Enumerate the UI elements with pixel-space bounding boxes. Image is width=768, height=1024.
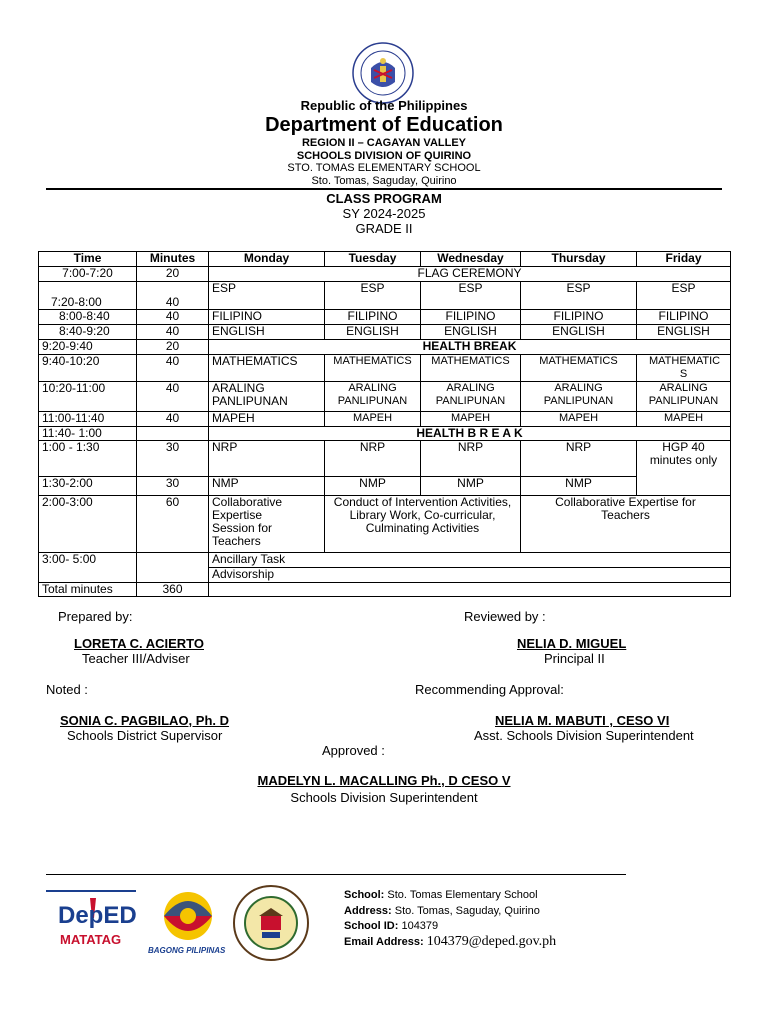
subject-cell: NMP [521, 477, 637, 496]
email-label: Email Address: [344, 936, 424, 948]
subject-cell: ARALING PANLIPUNAN [521, 382, 637, 412]
time-cell: 3:00- 5:00 [39, 553, 137, 583]
subject-cell: FILIPINO [209, 310, 325, 325]
subject-cell: NMP [209, 477, 325, 496]
school-label: School: [344, 889, 385, 901]
approved-name: MADELYN L. MACALLING Ph., D CESO V [257, 773, 511, 788]
table-row [39, 553, 731, 568]
email-link[interactable]: 104379@deped.gov.ph [426, 934, 557, 949]
school-value: Sto. Tomas Elementary School [387, 889, 538, 901]
subject-cell: MAPEH [521, 412, 637, 427]
table-row [39, 427, 731, 441]
subject-cell: ESP [521, 282, 637, 310]
school-id-value: 104379 [401, 920, 439, 932]
matatag-text: MATATAG [60, 932, 122, 947]
republic-heading: Republic of the Philippines [300, 98, 468, 113]
approved-label: Approved : [322, 743, 385, 758]
subject-cell: MAPEH [209, 412, 325, 427]
noted-label: Noted : [46, 682, 88, 697]
advisorship-cell: Advisorship [209, 568, 731, 583]
subject-cell: NRP [421, 441, 521, 477]
subject-cell: ENGLISH [421, 325, 521, 340]
deped-matatag-logo [46, 888, 138, 954]
deped-text: DepED [58, 902, 137, 929]
reviewed-name: NELIA D. MIGUEL [517, 636, 627, 651]
recommending-title: Asst. Schools Division Superintendent [474, 728, 694, 743]
subject-cell: MATHEMATIC S [637, 355, 731, 382]
time-cell: 7:20-8:00 [39, 282, 137, 310]
subject-cell: ARALING PANLIPUNAN [325, 382, 421, 412]
subject-cell: ARALING PANLIPUNAN [421, 382, 521, 412]
table-row [39, 267, 731, 282]
reviewed-title: Principal II [544, 651, 605, 666]
subject-cell: MAPEH [421, 412, 521, 427]
bagong-pilipinas-emblem-icon [146, 890, 230, 946]
table-row [39, 441, 731, 477]
total-blank [209, 583, 731, 597]
subject-cell: MATHEMATICS [325, 355, 421, 382]
subject-cell: ESP [637, 282, 731, 310]
time-cell: 8:40-9:20 [39, 325, 137, 340]
subject-cell: FILIPINO [521, 310, 637, 325]
subject-cell: ENGLISH [325, 325, 421, 340]
address-label: Address: [344, 905, 392, 917]
minutes-cell: 40 [137, 282, 209, 310]
footer-school [344, 889, 538, 901]
time-cell: 11:00-11:40 [39, 412, 137, 427]
deped-seal-logo [352, 42, 414, 104]
subject-cell: NRP [209, 441, 325, 477]
time-cell: 2:00-3:00 [39, 496, 137, 553]
table-row [39, 412, 731, 427]
header-minutes: Minutes [137, 252, 209, 267]
table-row [39, 310, 731, 325]
class-program-title: CLASS PROGRAM [326, 191, 442, 206]
minutes-cell: 20 [137, 267, 209, 282]
noted-title: Schools District Supervisor [67, 728, 223, 743]
table-row [39, 477, 731, 496]
prepared-name: LORETA C. ACIERTO [74, 636, 204, 651]
total-value: 360 [137, 583, 209, 597]
school-heading: STO. TOMAS ELEMENTARY SCHOOL [287, 162, 481, 174]
minutes-cell: 40 [137, 325, 209, 340]
approved-title: Schools Division Superintendent [290, 790, 478, 805]
header-time: Time [39, 252, 137, 267]
minutes-cell: 60 [137, 496, 209, 553]
health-break-cell: HEALTH B R E A K [209, 427, 731, 441]
table-row [39, 382, 731, 412]
collaborative-expertise-cell: Collaborative Expertise for Teachers [521, 496, 731, 553]
flag-ceremony-cell: FLAG CEREMONY [209, 267, 731, 282]
school-seal-logo [232, 884, 310, 962]
subject-cell: ENGLISH [209, 325, 325, 340]
subject-cell: ARALING PANLIPUNAN [209, 382, 325, 412]
subject-cell: FILIPINO [421, 310, 521, 325]
subject-cell: MAPEH [637, 412, 731, 427]
minutes-cell [137, 427, 209, 441]
time-cell: 7:00-7:20 [39, 267, 137, 282]
subject-cell: MATHEMATICS [421, 355, 521, 382]
collaborative-session-cell: Collaborative Expertise Session for Teachers [209, 496, 325, 553]
table-header-row [39, 252, 731, 267]
bagong-pilipinas-text: BAGONG PILIPINAS [148, 946, 226, 955]
subject-cell: MAPEH [325, 412, 421, 427]
school-year: SY 2024-2025 [342, 206, 426, 221]
address-heading: Sto. Tomas, Saguday, Quirino [311, 175, 457, 187]
time-cell: 1:30-2:00 [39, 477, 137, 496]
total-label: Total minutes [39, 583, 137, 597]
table-row [39, 282, 731, 310]
header-divider [46, 188, 722, 190]
grade-level: GRADE II [355, 221, 413, 236]
division-heading: SCHOOLS DIVISION OF QUIRINO [296, 150, 472, 162]
table-row [39, 496, 731, 553]
region-heading: REGION II – CAGAYAN VALLEY [301, 137, 467, 149]
bagong-pilipinas-logo [146, 890, 230, 958]
subject-cell: ESP [421, 282, 521, 310]
time-cell: 9:20-9:40 [39, 340, 137, 355]
ancillary-task-cell: Ancillary Task [209, 553, 731, 568]
header-tuesday: Tuesday [325, 252, 421, 267]
minutes-cell [137, 553, 209, 583]
subject-cell: ENGLISH [637, 325, 731, 340]
time-cell: 11:40- 1:00 [39, 427, 137, 441]
address-value: Sto. Tomas, Saguday, Quirino [394, 905, 540, 917]
minutes-cell: 40 [137, 412, 209, 427]
school-id-label: School ID: [344, 920, 399, 932]
intervention-cell: Conduct of Intervention Activities, Library Work, Co-curricular, Culminating Activities [325, 496, 521, 553]
department-heading: Department of Education [265, 114, 503, 136]
footer-school-id [344, 920, 438, 932]
footer-email [344, 934, 556, 950]
hgp-cell: HGP 40 minutes only [637, 441, 731, 496]
minutes-cell: 20 [137, 340, 209, 355]
reviewed-label: Reviewed by : [464, 609, 546, 624]
time-cell: 10:20-11:00 [39, 382, 137, 412]
subject-cell: ARALING PANLIPUNAN [637, 382, 731, 412]
prepared-title: Teacher III/Adviser [82, 651, 190, 666]
subject-cell: FILIPINO [325, 310, 421, 325]
minutes-cell: 30 [137, 441, 209, 477]
footer-address [344, 905, 540, 917]
prepared-label: Prepared by: [58, 609, 133, 624]
subject-cell: NMP [325, 477, 421, 496]
subject-cell: NMP [421, 477, 521, 496]
subject-cell: MATHEMATICS [521, 355, 637, 382]
table-row [39, 355, 731, 382]
subject-cell: ESP [209, 282, 325, 310]
minutes-cell: 40 [137, 382, 209, 412]
health-break-cell: HEALTH BREAK [209, 340, 731, 355]
noted-name: SONIA C. PAGBILAO, Ph. D [60, 713, 230, 728]
time-cell: 1:00 - 1:30 [39, 441, 137, 477]
time-cell: 8:00-8:40 [39, 310, 137, 325]
header-wednesday: Wednesday [421, 252, 521, 267]
recommending-name: NELIA M. MABUTI , CESO VI [495, 713, 670, 728]
subject-cell: ENGLISH [521, 325, 637, 340]
subject-cell: NRP [325, 441, 421, 477]
subject-cell: FILIPINO [637, 310, 731, 325]
minutes-cell: 30 [137, 477, 209, 496]
header-thursday: Thursday [521, 252, 637, 267]
total-row [39, 583, 731, 597]
class-schedule-table [38, 251, 731, 597]
minutes-cell: 40 [137, 355, 209, 382]
recommending-label: Recommending Approval: [415, 682, 564, 697]
table-row [39, 340, 731, 355]
footer-divider [46, 874, 626, 875]
subject-cell: NRP [521, 441, 637, 477]
subject-cell: ESP [325, 282, 421, 310]
header-monday: Monday [209, 252, 325, 267]
time-cell: 9:40-10:20 [39, 355, 137, 382]
minutes-cell: 40 [137, 310, 209, 325]
header-friday: Friday [637, 252, 731, 267]
subject-cell: MATHEMATICS [209, 355, 325, 382]
table-row [39, 325, 731, 340]
